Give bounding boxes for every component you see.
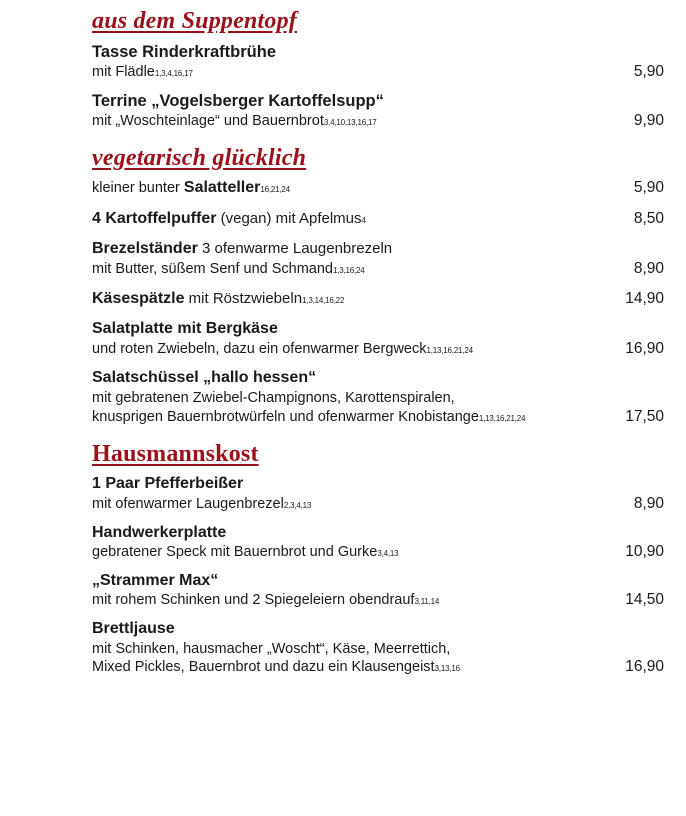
item-price: 14,50 — [625, 591, 664, 609]
item-name — [92, 239, 664, 259]
item-description — [92, 495, 602, 514]
item-allergens: 3,11,14 — [414, 597, 440, 607]
item-description-text: mit ofenwarmer Laugenbrezel — [92, 495, 284, 512]
item-description: mit gebratenen Zwiebel-Champignons, Karottenspiralen, — [92, 389, 455, 406]
menu-item — [92, 368, 664, 426]
item-allergens: 4 — [361, 215, 366, 225]
item-allergens: 1,3,4,16,17 — [154, 68, 193, 78]
item-name-text: Käsespätzle — [92, 289, 185, 307]
item-name: Handwerkerplatte — [92, 523, 227, 541]
item-allergens: 3,13,16 — [434, 664, 460, 674]
item-price: 5,90 — [633, 62, 664, 80]
item-allergens: 16,21,24 — [260, 185, 290, 195]
item-description — [92, 591, 602, 610]
menu-section-hausmannskost — [92, 441, 664, 678]
item-description — [92, 260, 602, 279]
menu-section-suppentopf — [92, 8, 664, 131]
item-description-text: mit Flädle — [92, 63, 155, 80]
section-title-vegetarisch: vegetarisch glücklich — [92, 144, 307, 171]
item-price: 17,50 — [625, 407, 664, 425]
item-description — [92, 63, 602, 82]
menu-section-vegetarisch — [92, 145, 664, 427]
item-description — [92, 112, 602, 131]
item-name-text: Brezelständer — [92, 240, 198, 258]
item-price: 9,90 — [633, 111, 664, 129]
item-description — [92, 340, 602, 359]
item-price: 5,90 — [633, 179, 664, 197]
item-price: 10,90 — [625, 542, 664, 560]
item-allergens: 3,4,10,13,16,17 — [323, 117, 377, 127]
item-name — [92, 289, 602, 309]
item-description-text: mit „Woschteinlage“ und Bauernbrot — [92, 112, 324, 129]
item-name: Terrine „Vogelsberger Kartoffelsupp“ — [92, 91, 384, 110]
item-description: mit Schinken, hausmacher „Woscht“, Käse, Meerrettich, — [92, 640, 451, 657]
item-allergens: 3,4,13 — [377, 548, 399, 558]
item-description-2 — [92, 408, 602, 427]
item-description-2-text: Mixed Pickles, Bauernbrot und dazu ein Klausengeist — [92, 659, 435, 676]
item-description — [92, 543, 602, 562]
menu-item — [92, 239, 664, 278]
item-name-text: Salatteller — [183, 179, 261, 197]
section-items-suppentopf — [92, 42, 664, 131]
item-name — [92, 209, 602, 229]
item-name-suffix: 3 ofenwarme Laugenbrezeln — [197, 240, 393, 258]
item-price: 14,90 — [625, 289, 664, 307]
item-name-suffix: (vegan) mit Apfelmus — [216, 209, 362, 227]
item-name-text: 4 Kartoffelpuffer — [92, 209, 217, 227]
menu-item — [92, 571, 664, 610]
section-title-suppentopf: aus dem Suppentopf — [92, 8, 297, 34]
item-name-prefix: kleiner bunter — [92, 180, 184, 197]
item-description-text: und roten Zwiebeln, dazu ein ofenwarmer Bergweck — [92, 340, 427, 357]
item-description-2-text: knusprigen Bauernbrotwürfeln und ofenwarmer Knobistange — [92, 408, 479, 425]
item-description-text: mit Butter, süßem Senf und Schmand — [92, 260, 333, 277]
item-name: Brettljause — [92, 620, 175, 638]
item-allergens: 1,13,16,21,24 — [478, 413, 526, 423]
item-price: 16,90 — [625, 658, 664, 676]
menu-item — [92, 178, 664, 199]
item-description-2 — [92, 658, 602, 677]
item-price: 8,50 — [633, 209, 664, 227]
item-allergens: 1,3,14,16,22 — [302, 295, 345, 305]
item-allergens: 1,13,16,21,24 — [426, 345, 473, 355]
item-name: Salatschüssel „hallo hessen“ — [92, 369, 317, 387]
item-name: „Strammer Max“ — [92, 571, 219, 589]
item-allergens: 2,3,4,13 — [283, 500, 312, 510]
menu-item — [92, 289, 664, 309]
menu-item — [92, 319, 664, 358]
section-items-hausmannskost — [92, 474, 664, 677]
item-price: 8,90 — [633, 494, 664, 512]
item-name: Salatplatte mit Bergkäse — [92, 320, 278, 338]
menu-item — [92, 619, 664, 677]
menu-item — [92, 523, 664, 562]
item-name-suffix: mit Röstzwiebeln — [184, 289, 303, 307]
item-description-text: mit rohem Schinken und 2 Spiegeleiern obendrauf — [92, 592, 415, 609]
menu-item — [92, 91, 664, 131]
menu-item — [92, 209, 664, 229]
section-title-hausmannskost: Hausmannskost — [92, 440, 259, 467]
item-price: 16,90 — [625, 339, 664, 357]
menu-item — [92, 42, 664, 82]
item-description-text: gebratener Speck mit Bauernbrot und Gurke — [92, 543, 378, 560]
item-name: 1 Paar Pfefferbeißer — [92, 475, 244, 493]
item-allergens: 1,3,16,24 — [332, 265, 365, 275]
item-price: 8,90 — [633, 259, 664, 277]
item-name: Tasse Rinderkraftbrühe — [92, 42, 276, 61]
item-name — [92, 178, 602, 199]
menu-item — [92, 474, 664, 513]
section-items-vegetarisch — [92, 178, 664, 427]
